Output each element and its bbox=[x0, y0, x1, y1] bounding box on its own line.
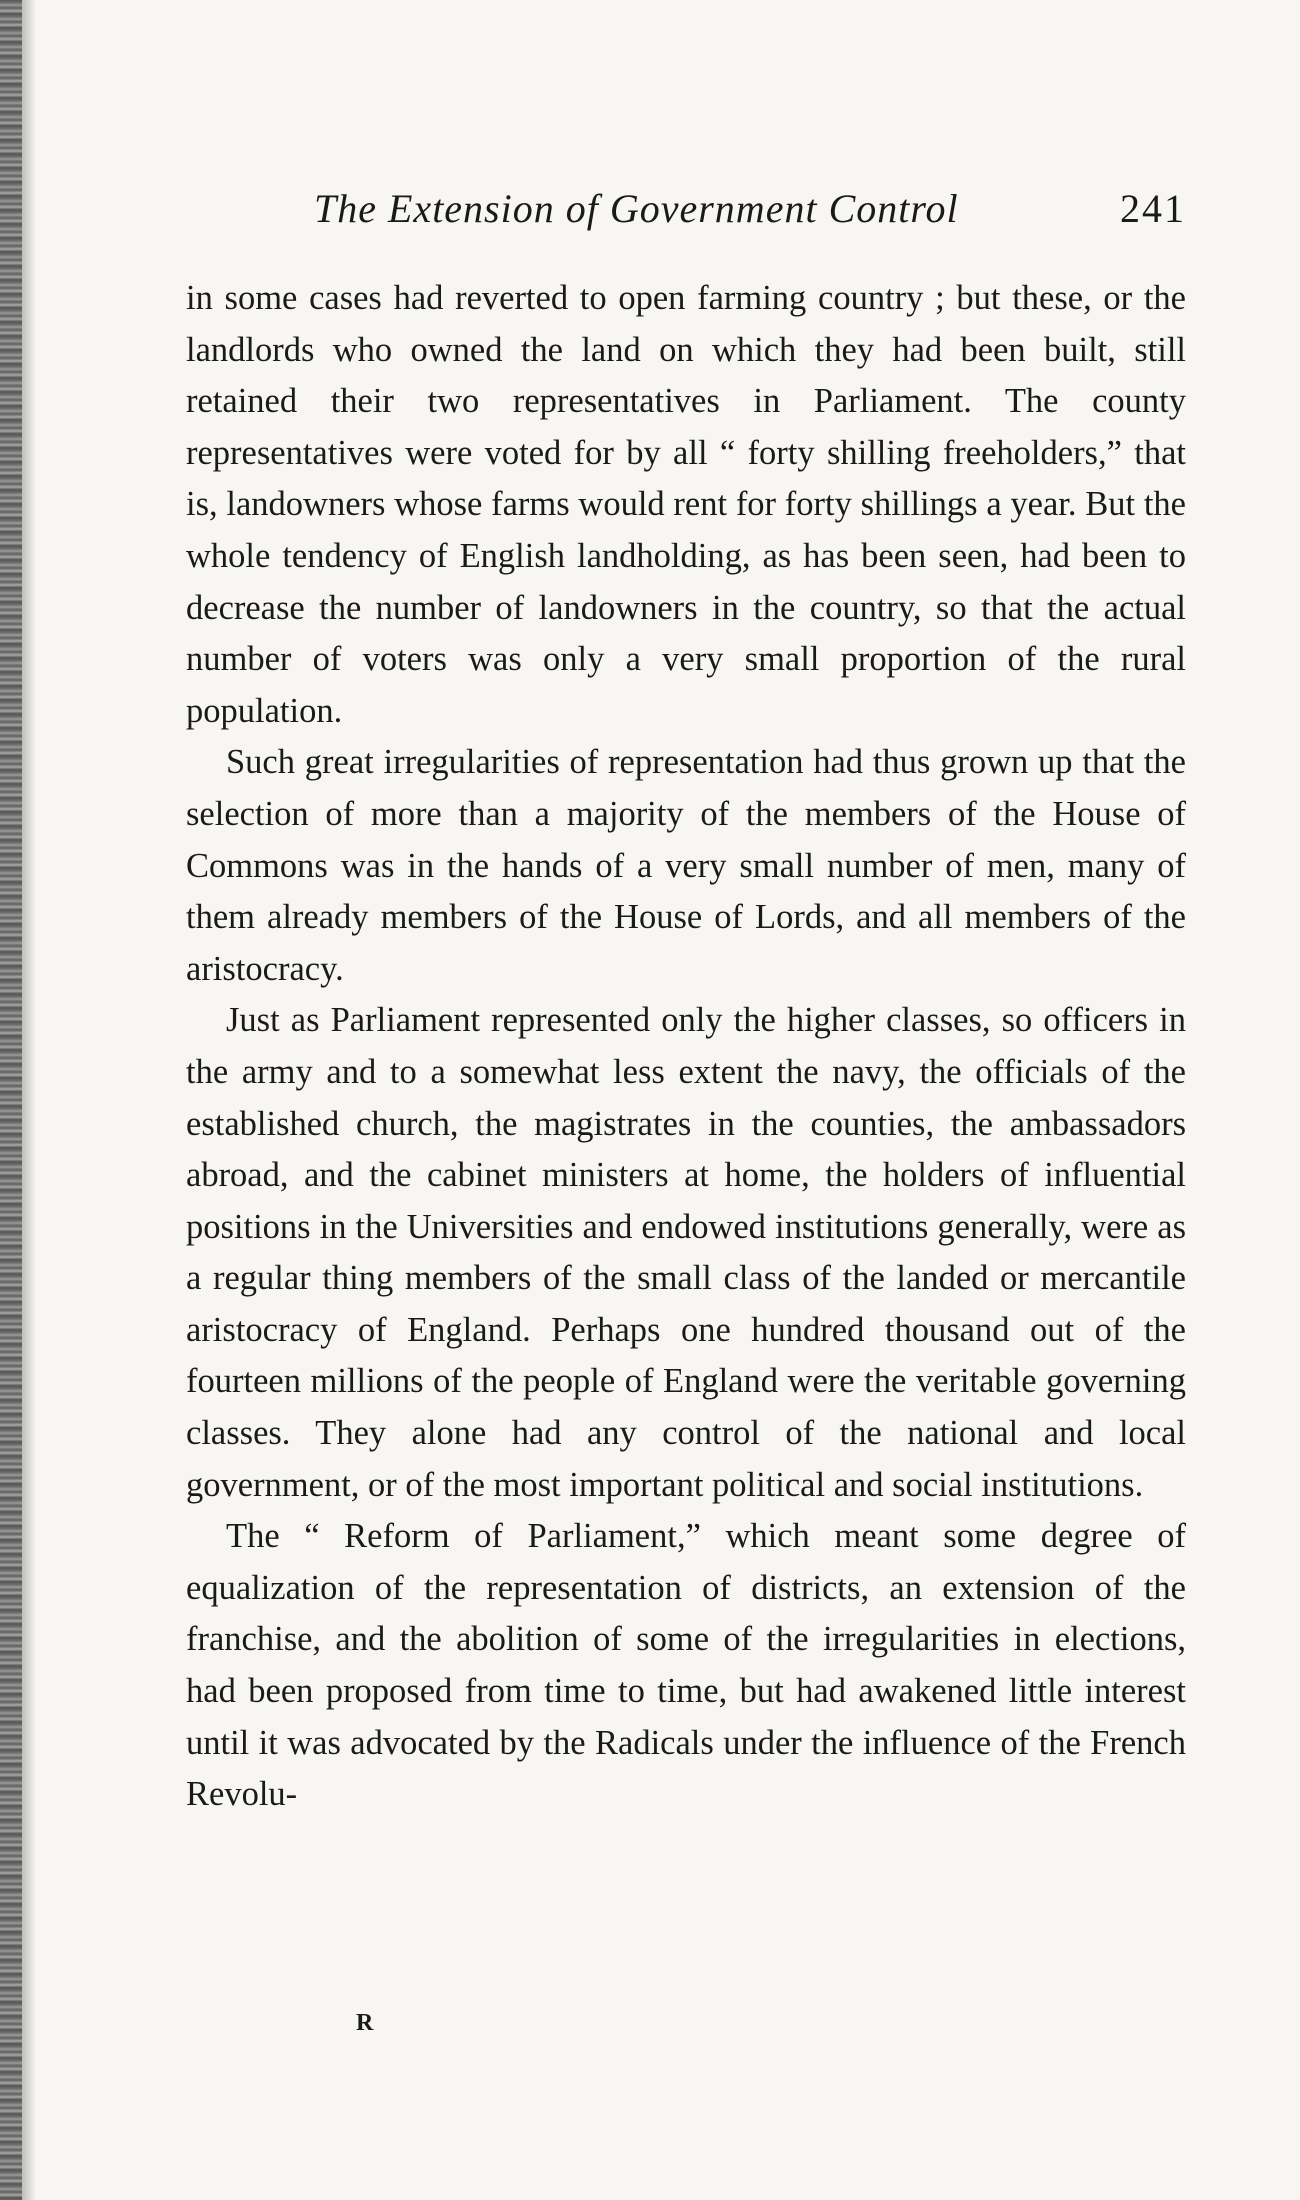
paragraph-irregularities: Such great irregularities of representation had thus grown up that the selection of more than a majority of the members of the House of Commons was in the hands of a very small number of men, many of them already members of the House of Lords, and all members of the aristocracy. bbox=[186, 743, 1186, 988]
paragraph-reform: The “ Reform of Parliament,” which meant some degree of equalization of the representation of districts, an extension of the franchise, and the abolition of some of the irregularities in elections, had been proposed from time to time, but had awakened little interest until it was advocated by the Radicals under the influence of the French Revolu- bbox=[186, 1517, 1186, 1814]
body-text bbox=[186, 273, 1186, 1821]
page-binding-edge bbox=[0, 0, 22, 2200]
page-number: 241 bbox=[1120, 186, 1186, 231]
running-title: The Extension of Government Control bbox=[314, 186, 959, 231]
running-head bbox=[186, 185, 1186, 255]
paragraph-governing-classes: Just as Parliament represented only the higher classes, so officers in the army and to a somewhat less extent the navy, the officials of the established church, the magistrates in the counties, the ambassadors abroad, and the cabinet ministers at home, the holders of influential positions in the Universities and endowed institutions generally, were as a regular thing members of the small class of the landed or mercantile aristocracy of England. Perhaps one hundred thousand out of the fourteen millions of the people of England were the veritable governing classes. They alone had any control of the national and local government, or of the most important political and social institutions. bbox=[186, 1001, 1186, 1504]
book-page bbox=[186, 185, 1186, 1821]
paragraph-continued: in some cases had reverted to open farming country ; but these, or the landlords who owned the land on which they had been built, still retained their two representatives in Parliament. The county representatives were voted for by all “ forty shilling freeholders,” that is, landowners whose farms would rent for forty shillings a year. But the whole tendency of English landholding, as has been seen, had been to decrease the number of landowners in the country, so that the actual number of voters was only a very small proportion of the rural population. bbox=[186, 279, 1186, 730]
signature-mark: R bbox=[356, 2010, 375, 2036]
